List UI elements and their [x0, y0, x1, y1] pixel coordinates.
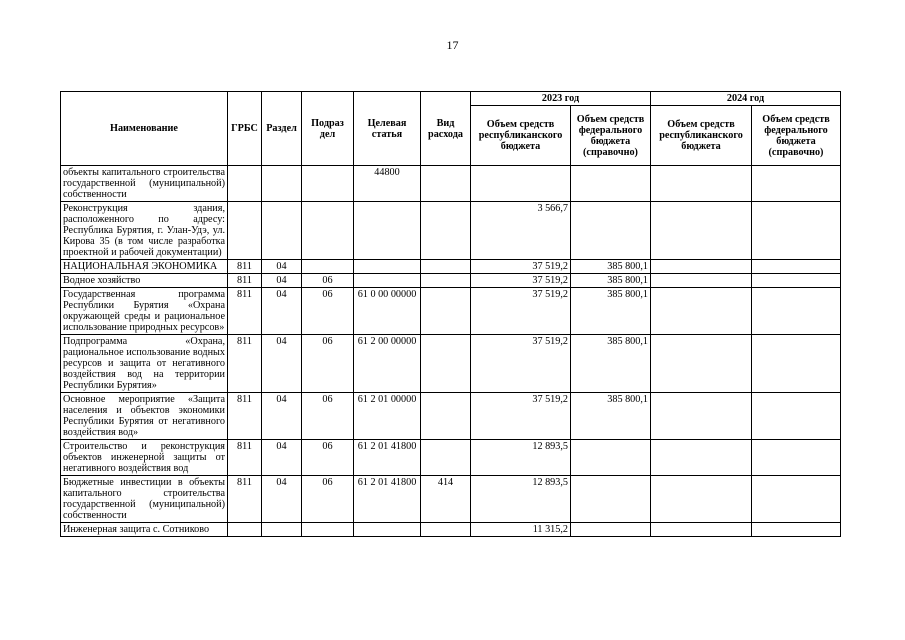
cell-podrazdel: [302, 166, 354, 202]
cell-rep-2024: [651, 166, 752, 202]
cell-fed-2024: [752, 335, 841, 393]
cell-rep-2023: 37 519,2: [471, 274, 571, 288]
cell-grbs: 811: [228, 393, 262, 440]
cell-grbs: [228, 523, 262, 537]
cell-fed-2024: [752, 274, 841, 288]
table-row: [61, 476, 841, 523]
cell-razdel: [262, 523, 302, 537]
cell-rep-2023: 12 893,5: [471, 476, 571, 523]
cell-grbs: 811: [228, 440, 262, 476]
cell-podrazdel: 06: [302, 476, 354, 523]
table-row: [61, 335, 841, 393]
table-row: [61, 288, 841, 335]
cell-fed-2024: [752, 440, 841, 476]
table-row: [61, 202, 841, 260]
table-row: [61, 440, 841, 476]
cell-name: Реконструкция здания, расположенного по адресу: Республика Бурятия, г. Улан-Удэ, ул. Кирова 35 (в том числе разработка проектной и рабочей документации): [61, 202, 228, 260]
cell-name: Основное мероприятие «Защита населения и объектов экономики Республики Бурятия от негативного воздействия вод»: [61, 393, 228, 440]
cell-grbs: 811: [228, 476, 262, 523]
cell-target: 61 2 01 41800: [354, 476, 421, 523]
cell-rep-2024: [651, 440, 752, 476]
budget-table: [60, 91, 841, 537]
cell-rep-2023: 12 893,5: [471, 440, 571, 476]
cell-razdel: 04: [262, 274, 302, 288]
cell-vid: [421, 440, 471, 476]
cell-podrazdel: [302, 523, 354, 537]
cell-fed-2023: 385 800,1: [571, 260, 651, 274]
cell-grbs: 811: [228, 274, 262, 288]
cell-grbs: 811: [228, 288, 262, 335]
cell-target: 61 2 01 00000: [354, 393, 421, 440]
cell-grbs: [228, 202, 262, 260]
header-target-article: Целевая статья: [354, 92, 421, 166]
cell-grbs: 811: [228, 260, 262, 274]
cell-fed-2023: [571, 440, 651, 476]
cell-rep-2024: [651, 288, 752, 335]
cell-podrazdel: 06: [302, 393, 354, 440]
cell-vid: [421, 335, 471, 393]
cell-vid: [421, 202, 471, 260]
table-row: [61, 274, 841, 288]
cell-name: Государственная программа Республики Бурятия «Охрана окружающей среды и рациональное использование природных ресурсов»: [61, 288, 228, 335]
cell-fed-2023: 385 800,1: [571, 288, 651, 335]
cell-vid: [421, 288, 471, 335]
cell-vid: 414: [421, 476, 471, 523]
cell-target: [354, 260, 421, 274]
table-row: [61, 260, 841, 274]
cell-fed-2024: [752, 288, 841, 335]
cell-target: 61 2 01 41800: [354, 440, 421, 476]
table-header: [61, 92, 841, 166]
table-body: [61, 166, 841, 537]
cell-podrazdel: [302, 260, 354, 274]
cell-razdel: 04: [262, 476, 302, 523]
header-rep-2023: Объем средств республиканского бюджета: [471, 106, 571, 166]
cell-fed-2024: [752, 393, 841, 440]
cell-fed-2024: [752, 476, 841, 523]
cell-target: [354, 274, 421, 288]
cell-name: Водное хозяйство: [61, 274, 228, 288]
cell-target: 44800: [354, 166, 421, 202]
cell-rep-2024: [651, 523, 752, 537]
cell-vid: [421, 274, 471, 288]
page-number: 17: [446, 38, 459, 52]
cell-vid: [421, 166, 471, 202]
cell-razdel: 04: [262, 335, 302, 393]
header-podrazdel: Подраз дел: [302, 92, 354, 166]
header-fed-2024: Объем средств федерального бюджета (справочно): [752, 106, 841, 166]
cell-podrazdel: 06: [302, 335, 354, 393]
cell-podrazdel: 06: [302, 274, 354, 288]
cell-name: Строительство и реконструкция объектов инженерной защиты от негативного воздействия вод: [61, 440, 228, 476]
cell-rep-2023: 37 519,2: [471, 288, 571, 335]
cell-name: Бюджетные инвестиции в объекты капитального строительства государственной (муниципальной) собственности: [61, 476, 228, 523]
header-name: Наименование: [61, 92, 228, 166]
cell-razdel: 04: [262, 260, 302, 274]
cell-fed-2023: [571, 166, 651, 202]
cell-fed-2024: [752, 260, 841, 274]
cell-target: 61 2 00 00000: [354, 335, 421, 393]
cell-name: Подпрограмма «Охрана, рациональное использование водных ресурсов и защита от негативного воздействия вод на территории Республики Бурятия»: [61, 335, 228, 393]
header-year-2023: 2023 год: [471, 92, 651, 106]
cell-grbs: 811: [228, 335, 262, 393]
cell-grbs: [228, 166, 262, 202]
cell-vid: [421, 393, 471, 440]
cell-rep-2024: [651, 274, 752, 288]
cell-razdel: [262, 202, 302, 260]
cell-rep-2023: 37 519,2: [471, 335, 571, 393]
cell-rep-2023: [471, 166, 571, 202]
cell-rep-2024: [651, 393, 752, 440]
cell-fed-2023: [571, 523, 651, 537]
cell-razdel: 04: [262, 440, 302, 476]
cell-rep-2024: [651, 335, 752, 393]
header-expense-type: Вид расхода: [421, 92, 471, 166]
cell-rep-2023: 3 566,7: [471, 202, 571, 260]
cell-target: [354, 523, 421, 537]
cell-name: объекты капитального строительства государственной (муниципальной) собственности: [61, 166, 228, 202]
cell-target: [354, 202, 421, 260]
cell-rep-2023: 37 519,2: [471, 393, 571, 440]
cell-podrazdel: [302, 202, 354, 260]
table-row: [61, 166, 841, 202]
cell-fed-2023: 385 800,1: [571, 274, 651, 288]
cell-fed-2023: 385 800,1: [571, 335, 651, 393]
cell-vid: [421, 260, 471, 274]
cell-rep-2024: [651, 260, 752, 274]
cell-target: 61 0 00 00000: [354, 288, 421, 335]
cell-razdel: 04: [262, 288, 302, 335]
cell-razdel: 04: [262, 393, 302, 440]
table-row: [61, 523, 841, 537]
cell-podrazdel: 06: [302, 288, 354, 335]
cell-name: НАЦИОНАЛЬНАЯ ЭКОНОМИКА: [61, 260, 228, 274]
header-fed-2023: Объем средств федерального бюджета (справочно): [571, 106, 651, 166]
cell-fed-2023: [571, 476, 651, 523]
header-rep-2024: Объем средств республиканского бюджета: [651, 106, 752, 166]
cell-vid: [421, 523, 471, 537]
header-grbs: ГРБС: [228, 92, 262, 166]
cell-rep-2024: [651, 202, 752, 260]
cell-razdel: [262, 166, 302, 202]
header-year-2024: 2024 год: [651, 92, 841, 106]
cell-fed-2024: [752, 202, 841, 260]
cell-name: Инженерная защита с. Сотниково: [61, 523, 228, 537]
cell-podrazdel: 06: [302, 440, 354, 476]
cell-fed-2023: [571, 202, 651, 260]
cell-rep-2023: 11 315,2: [471, 523, 571, 537]
header-razdel: Раздел: [262, 92, 302, 166]
cell-fed-2024: [752, 166, 841, 202]
cell-rep-2023: 37 519,2: [471, 260, 571, 274]
table-row: [61, 393, 841, 440]
cell-fed-2024: [752, 523, 841, 537]
cell-rep-2024: [651, 476, 752, 523]
cell-fed-2023: 385 800,1: [571, 393, 651, 440]
